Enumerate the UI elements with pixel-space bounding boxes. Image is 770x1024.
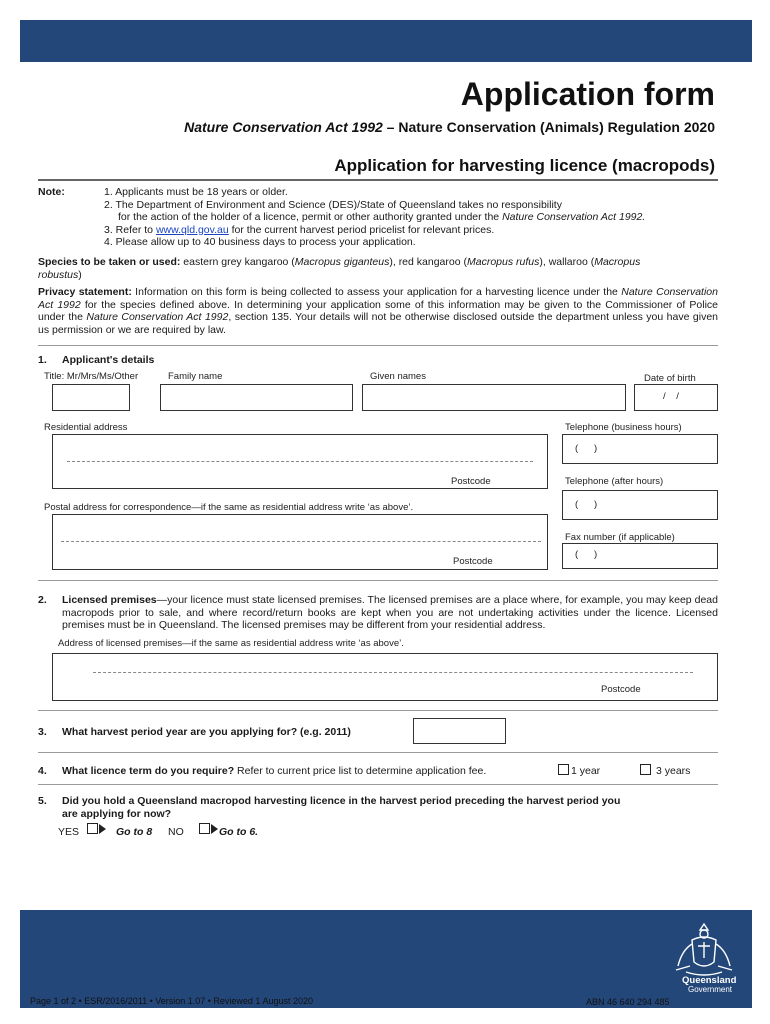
page-info: Page 1 of 2 • ESR/2016/2011 • Version 1.07 • Reviewed 1 August 2020: [30, 996, 313, 1006]
term-3-years-checkbox[interactable]: [640, 764, 651, 775]
tel-business-label: Telephone (business hours): [565, 422, 682, 433]
species-label: Species to be taken or used:: [38, 256, 181, 268]
section-divider: [38, 752, 718, 753]
no-goto: Go to 6.: [219, 826, 259, 838]
footer-banner: [20, 910, 752, 1008]
privacy-text-1: Information on this form is being collected to assess your application for a harvesting licence under the: [131, 286, 622, 298]
section-5-question-line-1: Did you hold a Queensland macropod harvesting licence in the harvest period preceding the harvest period you: [62, 795, 621, 807]
logo-queensland: Queensland: [682, 975, 737, 986]
postal-postcode-label: Postcode: [453, 556, 493, 567]
postal-address-line: [61, 541, 541, 542]
licence-term-question: What licence term do you require?: [62, 765, 235, 777]
section-divider: [38, 345, 718, 346]
term-1-year-checkbox[interactable]: [558, 764, 569, 775]
residential-address-line: [67, 461, 533, 462]
section-5-question-line-2: are applying for now?: [62, 807, 172, 820]
note-item-1: 1. Applicants must be 18 years or older.: [104, 186, 288, 198]
species-eastern-grey: Macropus giganteus: [294, 256, 390, 268]
arrow-right-icon: [99, 824, 106, 834]
licence-term-hint: Refer to current price list to determine application fee.: [234, 765, 487, 777]
term-1-year-label: 1 year: [571, 765, 601, 777]
note-item-2-act: Nature Conservation Act 1992.: [502, 211, 646, 223]
header-banner: [20, 20, 752, 62]
notes-label: Note:: [38, 186, 65, 198]
privacy-text-3: , section 135. Your details will not be otherwise disclosed outside the department unless you have given us permission or we are required by law.: [38, 311, 719, 336]
act-name: Nature Conservation Act 1992: [184, 119, 383, 135]
section-5-question: [62, 795, 620, 820]
arrow-right-icon: [211, 824, 218, 834]
fax-label: Fax number (if applicable): [565, 532, 675, 543]
section-4-number: 4.: [38, 765, 47, 777]
term-3-years-label: 3 years: [656, 765, 691, 777]
logo-government: Government: [688, 985, 733, 994]
given-names-input[interactable]: [362, 384, 626, 411]
tel-business-input[interactable]: [562, 434, 718, 464]
residential-postcode-label: Postcode: [451, 476, 491, 487]
section-2-text: [62, 594, 718, 632]
licensed-postcode-label: Postcode: [601, 684, 641, 695]
postal-address-input[interactable]: [52, 514, 548, 570]
note-item-2-cont: [104, 211, 718, 224]
form-subtitle: Application for harvesting licence (macropods): [334, 156, 715, 175]
privacy-act-2: Nature Conservation Act 1992: [86, 311, 229, 323]
dob-separators: / /: [663, 391, 679, 402]
section-1-title: Applicant's details: [62, 354, 155, 366]
privacy-act-1: Nature Conservation Act 1992: [38, 286, 718, 311]
privacy-label: Privacy statement:: [38, 286, 132, 298]
privacy-paragraph: [38, 286, 718, 336]
licensed-address-label: Address of licensed premises—if the same as residential address write ‘as above’.: [58, 638, 404, 649]
species-wallaroo-2: robustus: [38, 268, 79, 281]
fax-input[interactable]: [562, 543, 718, 569]
species-paragraph: [38, 256, 718, 281]
tel-after-area: ( ): [575, 499, 598, 510]
section-3-question: What harvest period year are you applying for? (e.g. 2011): [62, 726, 351, 738]
tel-business-area: ( ): [575, 443, 598, 454]
section-5-number: 5.: [38, 795, 47, 807]
species-text-2: ), red kangaroo (: [389, 256, 467, 268]
given-names-label: Given names: [370, 371, 426, 382]
qld-gov-link[interactable]: www.qld.gov.au: [155, 223, 229, 236]
note-item-3-pre: 3. Refer to: [104, 223, 156, 236]
tel-after-label: Telephone (after hours): [565, 476, 664, 487]
section-2-number: 2.: [38, 594, 47, 606]
title-input[interactable]: [52, 384, 130, 411]
notes-list: [104, 186, 718, 249]
title-divider: [38, 179, 718, 181]
privacy-text-2: for the species defined above. In determining your application some of this information may be given to the Commissioner of Police under the: [38, 298, 718, 323]
no-label: NO: [168, 826, 184, 838]
residential-address-label: Residential address: [44, 422, 128, 433]
no-checkbox[interactable]: [199, 823, 210, 834]
yes-goto: Go to 8: [116, 826, 153, 838]
note-item-2-text: for the action of the holder of a licence, permit or other authority granted under the: [118, 211, 503, 223]
family-name-input[interactable]: [160, 384, 353, 411]
section-divider: [38, 580, 718, 581]
tel-after-input[interactable]: [562, 490, 718, 520]
licensed-address-input[interactable]: [52, 653, 718, 701]
species-wallaroo-1: Macropus: [594, 256, 641, 268]
harvest-year-input[interactable]: [413, 718, 506, 744]
act-subtitle: [184, 119, 715, 135]
dob-label: Date of birth: [644, 373, 696, 384]
abn-number: ABN 46 640 294 485: [586, 997, 670, 1007]
note-item-4: 4. Please allow up to 40 business days to process your application.: [104, 236, 416, 248]
section-3-number: 3.: [38, 726, 47, 738]
species-text-3: ), wallaroo (: [539, 256, 595, 268]
species-red: Macropus rufus: [466, 256, 540, 268]
species-text-1: eastern grey kangaroo (: [180, 256, 295, 268]
yes-label: YES: [58, 826, 80, 838]
page-title: Application form: [460, 76, 715, 112]
residential-address-input[interactable]: [52, 434, 548, 489]
note-item-3-post: for the current harvest period pricelist for relevant prices.: [228, 223, 495, 236]
section-1-number: 1.: [38, 354, 47, 366]
licensed-address-line: [93, 672, 693, 673]
section-divider: [38, 710, 718, 711]
title-label: Title: Mr/Mrs/Ms/Other: [44, 371, 139, 382]
yes-checkbox[interactable]: [87, 823, 98, 834]
postal-address-label: Postal address for correspondence—if the same as residential address write ‘as above’.: [44, 502, 414, 513]
species-text-4: ): [78, 268, 82, 281]
family-name-label: Family name: [168, 371, 223, 382]
dob-input[interactable]: [634, 384, 718, 411]
section-divider: [38, 784, 718, 785]
regulation-name: – Nature Conservation (Animals) Regulation 2020: [382, 119, 715, 135]
note-item-3: [104, 224, 718, 237]
licensed-premises-description: —your licence must state licensed premises. The licensed premises are a place where, for example, you may keep dead macropods prior to sale, and where record/return books are kept when you are not undertaking activities under the licence. Licensed premises must be in Queensland. The licensed premises may be different from your residential address.: [62, 594, 718, 631]
licensed-premises-heading: Licensed premises: [62, 594, 157, 606]
section-4-question: [62, 765, 486, 777]
fax-area: ( ): [575, 549, 598, 560]
note-item-2: 2. The Department of Environment and Science (DES)/State of Queensland takes no responsibility: [104, 198, 562, 211]
